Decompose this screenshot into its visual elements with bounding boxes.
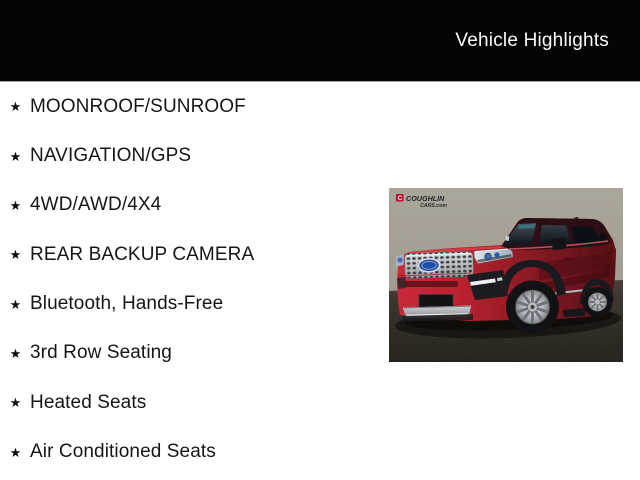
feature-label: 4WD/AWD/4X4	[30, 194, 162, 216]
star-icon: ★	[9, 99, 22, 115]
feature-label: Air Conditioned Seats	[30, 441, 216, 463]
star-icon: ★	[9, 345, 22, 361]
front-wheel	[506, 281, 559, 334]
star-icon: ★	[9, 296, 22, 312]
page-title: Vehicle Highlights	[455, 29, 609, 51]
feature-label: Heated Seats	[30, 391, 147, 413]
door-handle	[591, 255, 599, 258]
feature-item	[0, 82, 380, 131]
car-illustration	[389, 188, 623, 362]
svg-text:C: C	[397, 196, 403, 203]
feature-label: Bluetooth, Hands-Free	[30, 293, 224, 315]
bumper-intake	[404, 281, 458, 287]
feature-item	[0, 279, 380, 328]
star-icon: ★	[9, 197, 22, 213]
star-icon: ★	[9, 444, 22, 460]
rear-wheel	[583, 287, 613, 317]
star-icon: ★	[9, 395, 22, 411]
feature-label: MOONROOF/SUNROOF	[30, 95, 246, 117]
watermark-line2: CARS.com	[420, 203, 447, 209]
star-icon: ★	[9, 247, 22, 263]
vehicle-photo	[389, 188, 623, 362]
feature-item	[0, 131, 380, 180]
feature-label: 3rd Row Seating	[30, 342, 172, 364]
star-icon: ★	[9, 148, 22, 164]
windshield-sticker	[505, 236, 509, 241]
feature-item	[0, 427, 380, 476]
feature-label: REAR BACKUP CAMERA	[30, 243, 255, 265]
feature-item	[0, 378, 380, 427]
side-mirror	[551, 238, 567, 251]
feature-item	[0, 230, 380, 279]
header-bar	[0, 0, 640, 82]
features-list	[0, 82, 380, 477]
watermark-line1: COUGHLIN	[406, 194, 445, 203]
feature-label: NAVIGATION/GPS	[30, 145, 192, 167]
door-handle	[564, 258, 574, 261]
feature-item	[0, 329, 380, 378]
feature-item	[0, 181, 380, 230]
license-plate	[419, 295, 453, 309]
